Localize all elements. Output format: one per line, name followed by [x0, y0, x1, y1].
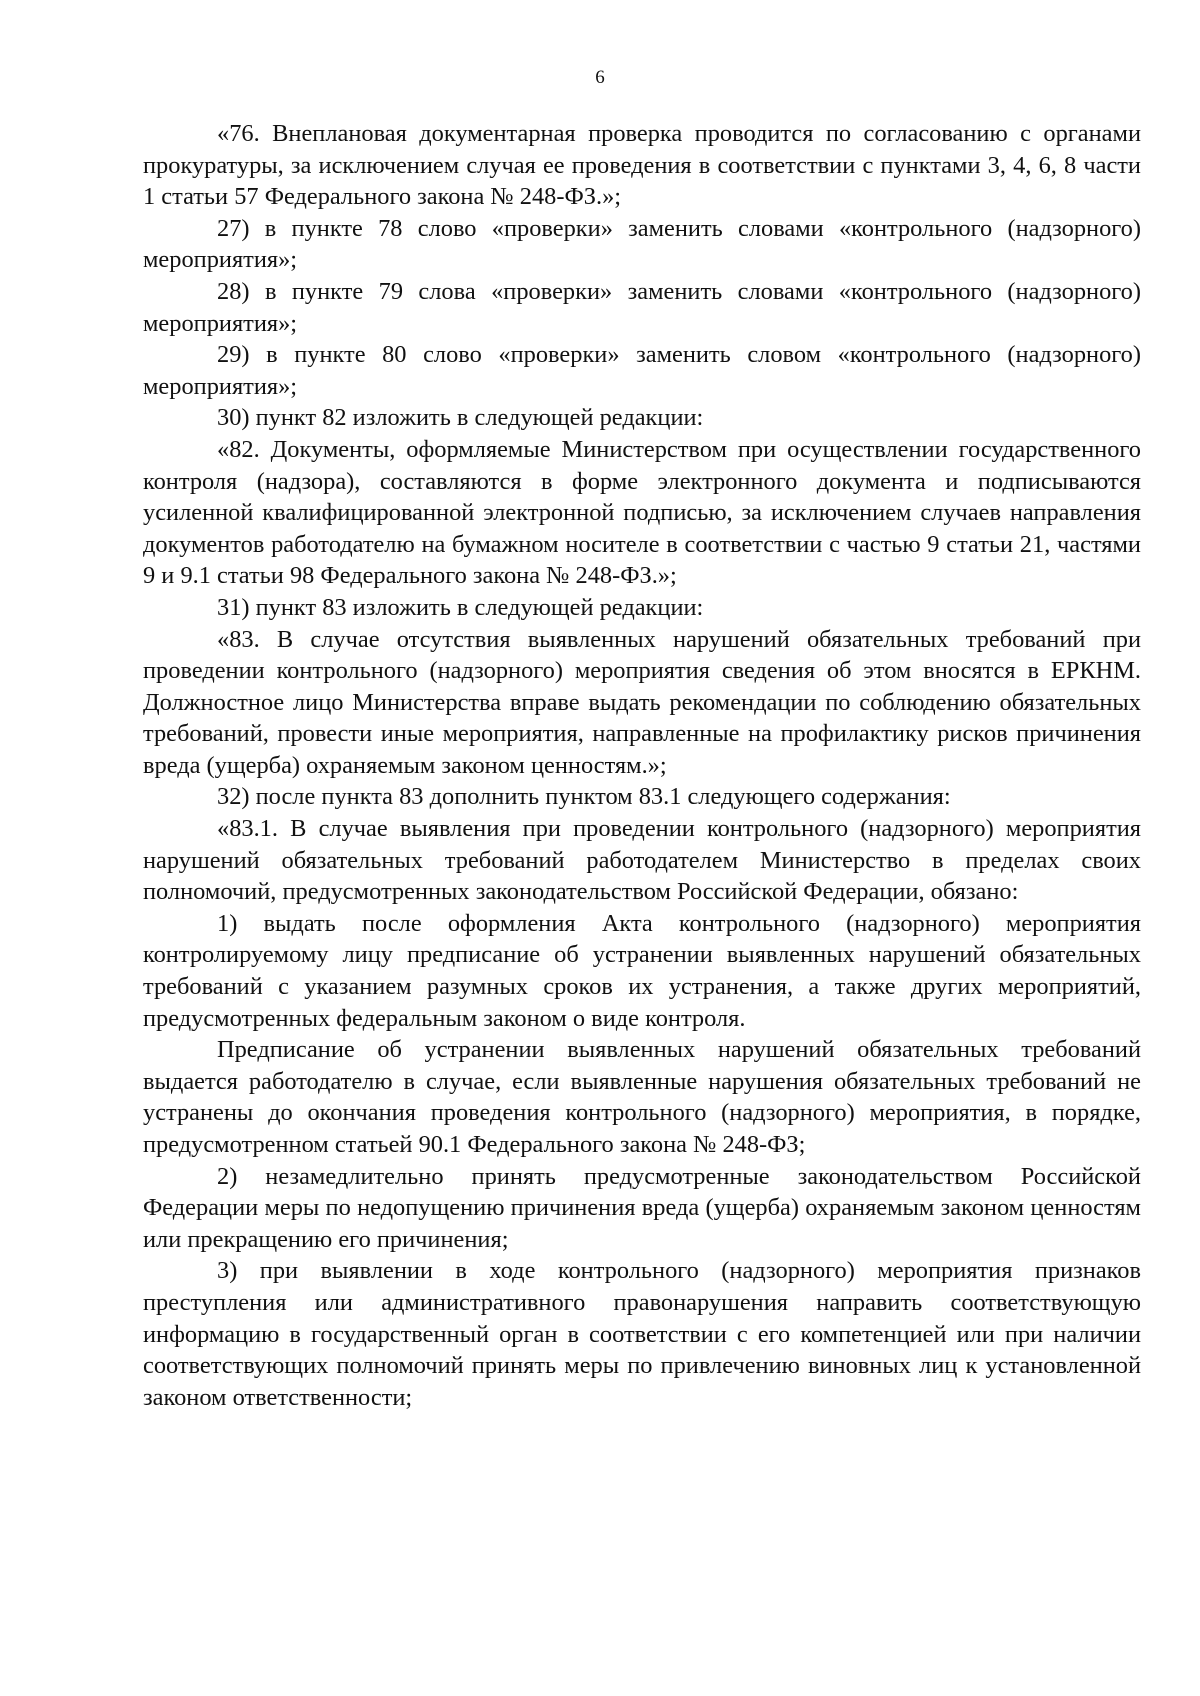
- paragraph-prescription: Предписание об устранении выявленных нарушений обязательных требований выдается работодателю в случае, если выявленные нарушения обязательных требований не устранены до окончания проведения контрольного (надзорного) мероприятия, в порядке, предусмотренном статьей 90.1 Федерального закона № 248-ФЗ;: [143, 1036, 1141, 1158]
- paragraph-83: «83. В случае отсутствия выявленных нарушений обязательных требований при проведении контрольного (надзорного) мероприятия сведения об этом вносятся в ЕРКНМ. Должностное лицо Министерства вправе выдать рекомендации по соблюдению обязательных требований, провести иные мероприятия, направленные на профилактику рисков причинения вреда (ущерба) охраняемым законом ценностям.»;: [143, 625, 1141, 779]
- paragraph-76: «76. Внеплановая документарная проверка проводится по согласованию с органами прокуратуры, за исключением случая ее проведения в соответствии с пунктами 3, 4, 6, 8 части 1 статьи 57 Федерального закона № 248-ФЗ.»;: [143, 120, 1141, 211]
- paragraph-83-1: «83.1. В случае выявления при проведении контрольного (надзорного) мероприятия нарушений обязательных требований работодателем Министерство в пределах своих полномочий, предусмотренных законодательством Российской Федерации, обязано:: [143, 815, 1141, 906]
- paragraph-item-28: 28) в пункте 79 слова «проверки» заменить словами «контрольного (надзорного) мероприятия»;: [143, 277, 1141, 337]
- paragraph-item-29: 29) в пункте 80 слово «проверки» заменить словом «контрольного (надзорного) мероприятия»;: [143, 341, 1141, 400]
- paragraph-83-1-subitem-3: 3) при выявлении в ходе контрольного (надзорного) мероприятия признаков преступления или административного правонарушения направить соответствующую информацию в государственный орган в соответствии с его компетенцией или при наличии соответствующих полномочий принять меры по привлечению виновных лиц к установленной законом ответственности;: [143, 1257, 1141, 1411]
- paragraph-item-31: 31) пункт 83 изложить в следующей редакции:: [217, 593, 704, 621]
- paragraph-83-1-subitem-1: 1) выдать после оформления Акта контрольного (надзорного) мероприятия контролируемому лицу предписание об устранении выявленных нарушений обязательных требований с указанием разумных сроков их устранения, а также других мероприятий, предусмотренных федеральным законом о виде контроля.: [143, 909, 1141, 1032]
- page-number: 6: [595, 67, 605, 88]
- paragraph-82: «82. Документы, оформляемые Министерством при осуществлении государственного контроля (надзора), составляются в форме электронного документа и подписываются усиленной квалифицированной электронной подписью, за исключением случаев направления документов работодателю на бумажном носителе в соответствии с частью 9 статьи 21, частями 9 и 9.1 статьи 98 Федерального закона № 248-ФЗ.»;: [143, 435, 1141, 590]
- document-body: [143, 118, 1141, 1413]
- paragraph-item-30: 30) пункт 82 изложить в следующей редакции:: [217, 404, 704, 432]
- paragraph-83-1-subitem-2: 2) незамедлительно принять предусмотренные законодательством Российской Федерации меры по недопущению причинения вреда (ущерба) охраняемым законом ценностям или прекращению его причинения;: [143, 1162, 1141, 1253]
- paragraph-item-27: 27) в пункте 78 слово «проверки» заменить словами «контрольного (надзорного) мероприятия»;: [143, 214, 1141, 274]
- paragraph-item-32: 32) после пункта 83 дополнить пунктом 83.1 следующего содержания:: [217, 783, 951, 811]
